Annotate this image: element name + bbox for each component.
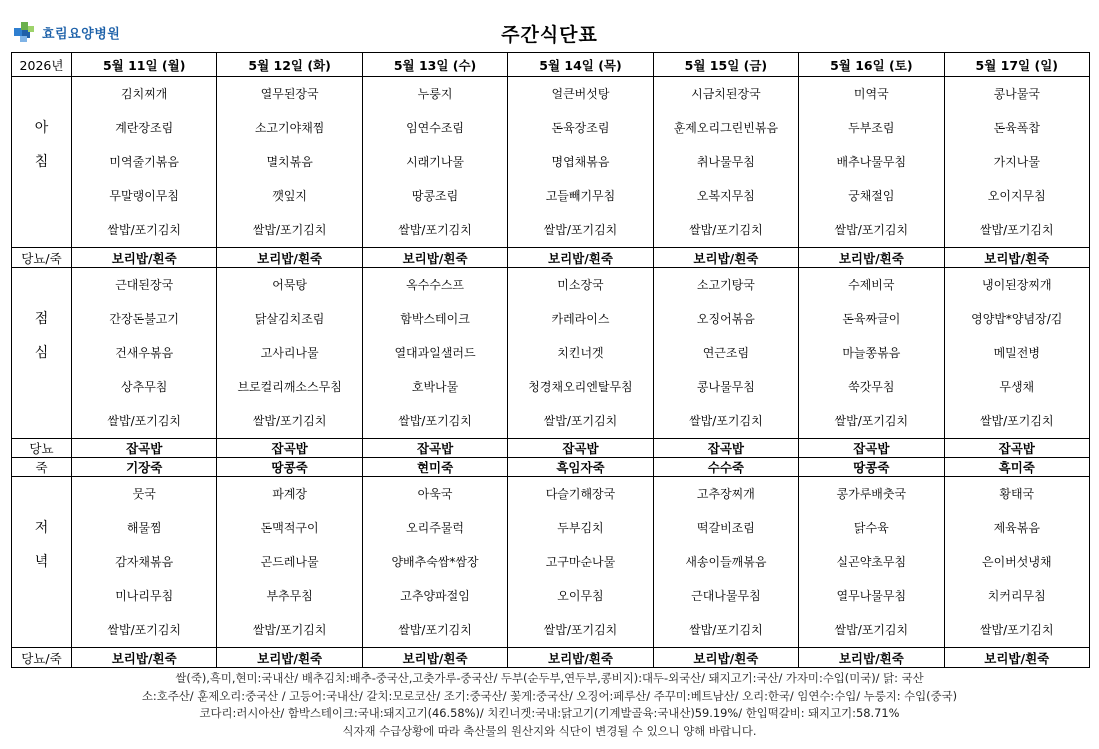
dish-item: 무말랭이무침: [109, 189, 179, 203]
lunch-diabetes-cell: 잡곡밥: [508, 439, 653, 458]
dish-item: 깻잎지: [272, 189, 308, 203]
day-dishes-cell: [217, 77, 362, 248]
dish-item: 시금치된장국: [691, 87, 761, 101]
day-dishes-cell: [362, 77, 507, 248]
dish-item: 수제비국: [848, 278, 895, 292]
meal-label-char: 심: [34, 345, 49, 361]
dish-item: 쌀밥/포기김치: [979, 414, 1054, 428]
dish-item: 명엽채볶음: [551, 155, 610, 169]
lunch-row: [12, 268, 1090, 439]
dish-item: 열무나물무침: [836, 589, 907, 603]
hospital-name: 효림요양병원: [42, 26, 121, 42]
breakfast-row: [12, 77, 1090, 248]
lunch-diabetes-cell: 잡곡밥: [362, 439, 507, 458]
dish-item: 은이버섯냉채: [981, 555, 1052, 569]
page-title: 주간식단표: [501, 24, 598, 46]
dish-item: 쌀밥/포기김치: [834, 223, 909, 237]
day-dishes-cell: [72, 268, 217, 439]
dish-item: 간장돈불고기: [109, 312, 179, 326]
dish-item: 콩나물국: [993, 87, 1040, 101]
day-dishes-cell: [944, 477, 1089, 648]
day-dishes-cell: [362, 477, 507, 648]
dish-item: 고추장찌개: [696, 487, 755, 501]
dish-item: 곤드레나물: [260, 555, 319, 569]
dish-item: 다슬기해장국: [545, 487, 616, 501]
dish-item: 황태국: [999, 487, 1035, 501]
day-header: 5월 16일 (토): [799, 53, 944, 77]
dish-item: 새송이들깨볶음: [685, 555, 767, 569]
dish-item: 마늘쫑볶음: [842, 346, 901, 360]
dinner-row: [12, 477, 1090, 648]
dish-item: 쌀밥/포기김치: [252, 414, 327, 428]
dish-item: 쌀밥/포기김치: [252, 223, 327, 237]
lunch-diabetes-cell: 잡곡밥: [217, 439, 362, 458]
dish-item: 쌀밥/포기김치: [979, 623, 1054, 637]
dish-item: 쌀밥/포기김치: [107, 623, 182, 637]
dish-item: 쌀밥/포기김치: [107, 414, 182, 428]
dish-item: 오이무침: [557, 589, 604, 603]
dish-item: 양배추숙쌈*쌈장: [391, 555, 479, 569]
dish-item: 연근조림: [702, 346, 750, 360]
dish-item: 닭수육: [853, 521, 889, 535]
dish-item: 어묵탕: [272, 278, 308, 292]
day-dishes-cell: [72, 77, 217, 248]
dish-item: 파계장: [272, 487, 308, 501]
dish-item: 쌀밥/포기김치: [834, 414, 909, 428]
dinner-label: [12, 477, 72, 648]
day-dishes-cell: [72, 477, 217, 648]
dish-item: 건새우볶음: [115, 346, 174, 360]
dish-item: 돈육폭찹: [993, 121, 1040, 135]
dish-item: 브로컬리깨소스무침: [237, 380, 342, 394]
footer-line: 코다리:러시아산/ 함박스테이크:국내:돼지고기(46.58%)/ 치킨너겟:국내:닭고기(기계발골육:국내산)59.19%/ 한입떡갈비: 돼지고기:58.71%: [199, 706, 900, 721]
day-dishes-cell: [217, 477, 362, 648]
meal-label-char: 녁: [34, 554, 49, 570]
dish-item: 근대된장국: [115, 278, 174, 292]
dinner-special-cell: 보리밥/흰죽: [653, 648, 798, 668]
dish-item: 옥수수스프: [406, 278, 465, 292]
dish-item: 쌀밥/포기김치: [398, 223, 472, 237]
dish-item: 고추양파절임: [400, 589, 470, 603]
dish-item: 쌀밥/포기김치: [979, 223, 1054, 237]
dish-item: 임연수조림: [406, 121, 465, 135]
lunch-porridge-row: [12, 458, 1090, 477]
dish-item: 쌀밥/포기김치: [543, 223, 618, 237]
dish-item: 쑥갓무침: [848, 380, 895, 394]
day-dishes-cell: [508, 77, 653, 248]
lunch-porridge-cell: 흑임자죽: [508, 458, 653, 477]
footer-line: 쌀(죽),흑미,현미:국내산/ 배추김치:배추-중국산,고춧가루-중국산/ 두부(순두부,연두부,콩비지):대두-외국산/ 돼지고기:국산/ 가자미:수입(미국)/ 닭: 국산: [175, 671, 924, 685]
dish-item: 쌀밥/포기김치: [689, 223, 763, 237]
dish-item: 쌀밥/포기김치: [689, 414, 763, 428]
lunch-porridge-cell: 땅콩죽: [217, 458, 362, 477]
dish-item: 쌀밥/포기김치: [398, 623, 472, 637]
dish-item: 얼큰버섯탕: [551, 87, 610, 101]
dinner-special-cell: 보리밥/흰죽: [508, 648, 653, 668]
dish-item: 누룽지: [417, 87, 453, 101]
dish-item: 닭살김치조림: [254, 312, 325, 326]
day-header: 5월 14일 (목): [508, 53, 653, 77]
footer-line: 소:호주산/ 훈제오리:중국산 / 고등어:국내산/ 갈치:모로코산/ 조기:중국산/ 꽃게:중국산/ 오징어:페루산/ 주꾸미:베트남산/ 오리:한국/ 임연수:수입/ 누룽지: 수입(중국): [141, 688, 958, 703]
lunch-diabetes-cell: 잡곡밥: [944, 439, 1089, 458]
day-header: 5월 12일 (화): [217, 53, 362, 77]
breakfast-special-label: 당뇨/죽: [12, 248, 72, 268]
breakfast-special-cell: 보리밥/흰죽: [653, 248, 798, 268]
lunch-porridge-cell: 현미죽: [362, 458, 507, 477]
day-dishes-cell: [799, 77, 944, 248]
breakfast-special-cell: 보리밥/흰죽: [944, 248, 1089, 268]
dish-item: 쌀밥/포기김치: [834, 623, 909, 637]
dish-item: 청경채오리엔탈무침: [528, 380, 633, 394]
dish-item: 카레라이스: [551, 312, 610, 326]
origin-notice: [0, 670, 1099, 740]
breakfast-special-cell: 보리밥/흰죽: [799, 248, 944, 268]
dish-item: 아욱국: [417, 487, 453, 501]
dish-item: 떡갈비조림: [696, 521, 755, 535]
dish-item: 쌀밥/포기김치: [398, 414, 472, 428]
dish-item: 쌀밥/포기김치: [252, 623, 327, 637]
dish-item: 두부조림: [848, 121, 895, 135]
dinner-special-label: 당뇨/죽: [12, 648, 72, 668]
lunch-porridge-cell: 땅콩죽: [799, 458, 944, 477]
dish-item: 호박나물: [411, 380, 459, 394]
dish-item: 쌀밥/포기김치: [107, 223, 182, 237]
lunch-diabetes-cell: 잡곡밥: [653, 439, 798, 458]
dish-item: 배추나물무침: [836, 155, 907, 169]
lunch-porridge-cell: 기장죽: [72, 458, 217, 477]
dish-item: 무생채: [999, 380, 1035, 394]
dish-item: 열무된장국: [260, 87, 319, 101]
dish-item: 돈육짜글이: [842, 312, 901, 326]
dish-item: 고사리나물: [260, 346, 319, 360]
lunch-diabetes-cell: 잡곡밥: [72, 439, 217, 458]
dish-item: 미소장국: [557, 278, 604, 292]
dish-item: 멸치볶음: [266, 155, 313, 169]
weekly-menu-table: [11, 52, 1090, 668]
dish-item: 치킨너겟: [557, 346, 604, 360]
dish-item: 고들빼기무침: [545, 189, 616, 203]
day-dishes-cell: [362, 268, 507, 439]
day-dishes-cell: [653, 477, 798, 648]
breakfast-special-cell: 보리밥/흰죽: [362, 248, 507, 268]
dish-item: 오이지무침: [987, 189, 1046, 203]
dish-item: 소고기야채찜: [254, 121, 325, 135]
lunch-diabetes-cell: 잡곡밥: [799, 439, 944, 458]
dish-item: 뭇국: [132, 487, 156, 501]
lunch-porridge-cell: 흑미죽: [944, 458, 1089, 477]
day-dishes-cell: [944, 268, 1089, 439]
dish-item: 영양밥*양념장/김: [971, 312, 1063, 326]
day-dishes-cell: [653, 268, 798, 439]
dish-item: 땅콩조림: [411, 189, 459, 203]
day-dishes-cell: [799, 477, 944, 648]
dish-item: 돈육장조림: [551, 121, 610, 135]
dish-item: 치커리무침: [987, 589, 1046, 603]
day-header: 5월 17일 (일): [944, 53, 1089, 77]
dinner-special-row: [12, 648, 1090, 668]
dish-item: 오복지무침: [696, 189, 755, 203]
dish-item: 미역줄기볶음: [109, 155, 179, 169]
dish-item: 돈맥적구이: [260, 521, 319, 535]
dish-item: 쌀밥/포기김치: [543, 623, 618, 637]
dish-item: 계란장조림: [115, 121, 174, 135]
dish-item: 가지나물: [993, 155, 1040, 169]
dish-item: 제육볶음: [993, 521, 1040, 535]
header-row: [12, 53, 1090, 77]
meal-label-char: 아: [34, 120, 49, 136]
dish-item: 시래기나물: [406, 155, 465, 169]
dish-item: 함박스테이크: [400, 312, 470, 326]
dish-item: 미역국: [853, 87, 889, 101]
lunch-label: [12, 268, 72, 439]
dish-item: 고구마순나물: [545, 555, 616, 569]
breakfast-special-cell: 보리밥/흰죽: [72, 248, 217, 268]
day-dishes-cell: [944, 77, 1089, 248]
dish-item: 훈제오리그린빈볶음: [673, 121, 779, 135]
footer-line: 식자재 수급상황에 따라 축산물의 원산지와 식단이 변경될 수 있으니 양해 바랍니다.: [342, 723, 757, 738]
dish-item: 궁채절임: [848, 189, 895, 203]
dinner-special-cell: 보리밥/흰죽: [944, 648, 1089, 668]
dish-item: 해물찜: [126, 521, 162, 535]
day-dishes-cell: [653, 77, 798, 248]
day-dishes-cell: [508, 268, 653, 439]
dish-item: 냉이된장찌개: [981, 278, 1052, 292]
dish-item: 열대과일샐러드: [394, 346, 476, 360]
dinner-special-cell: 보리밥/흰죽: [217, 648, 362, 668]
day-header: 5월 11일 (월): [72, 53, 217, 77]
dish-item: 두부김치: [557, 521, 604, 535]
meal-label-char: 침: [34, 154, 49, 170]
meal-label-char: 저: [34, 520, 49, 536]
breakfast-special-cell: 보리밥/흰죽: [217, 248, 362, 268]
year-cell: 2026년: [12, 53, 72, 77]
dish-item: 오징어볶음: [696, 312, 755, 326]
breakfast-special-cell: 보리밥/흰죽: [508, 248, 653, 268]
breakfast-special-row: [12, 248, 1090, 268]
dish-item: 콩나물무침: [696, 380, 755, 394]
day-dishes-cell: [799, 268, 944, 439]
dish-item: 쌀밥/포기김치: [543, 414, 618, 428]
dinner-special-cell: 보리밥/흰죽: [362, 648, 507, 668]
lunch-porridge-cell: 수수죽: [653, 458, 798, 477]
meal-label-char: 점: [34, 311, 49, 327]
dish-item: 근대나물무침: [691, 589, 761, 603]
dish-item: 오리주물럭: [406, 521, 465, 535]
lunch-diabetes-row: [12, 439, 1090, 458]
dish-item: 메밀전병: [993, 346, 1040, 360]
day-dishes-cell: [508, 477, 653, 648]
lunch-porridge-label: 죽: [12, 458, 72, 477]
dish-item: 실곤약초무침: [836, 555, 907, 569]
dish-item: 김치찌개: [121, 87, 168, 101]
day-header: 5월 15일 (금): [653, 53, 798, 77]
dish-item: 취나물무침: [696, 155, 755, 169]
dish-item: 상추무침: [121, 380, 168, 394]
dinner-special-cell: 보리밥/흰죽: [72, 648, 217, 668]
dish-item: 감자채볶음: [115, 555, 174, 569]
dish-item: 쌀밥/포기김치: [689, 623, 763, 637]
day-dishes-cell: [217, 268, 362, 439]
dish-item: 콩가루배춧국: [836, 487, 907, 501]
dish-item: 소고기탕국: [696, 278, 755, 292]
dinner-special-cell: 보리밥/흰죽: [799, 648, 944, 668]
dish-item: 미나리무침: [115, 589, 174, 603]
dish-item: 부추무침: [266, 589, 313, 603]
breakfast-label: [12, 77, 72, 248]
lunch-diabetes-label: 당뇨: [12, 439, 72, 458]
day-header: 5월 13일 (수): [362, 53, 507, 77]
